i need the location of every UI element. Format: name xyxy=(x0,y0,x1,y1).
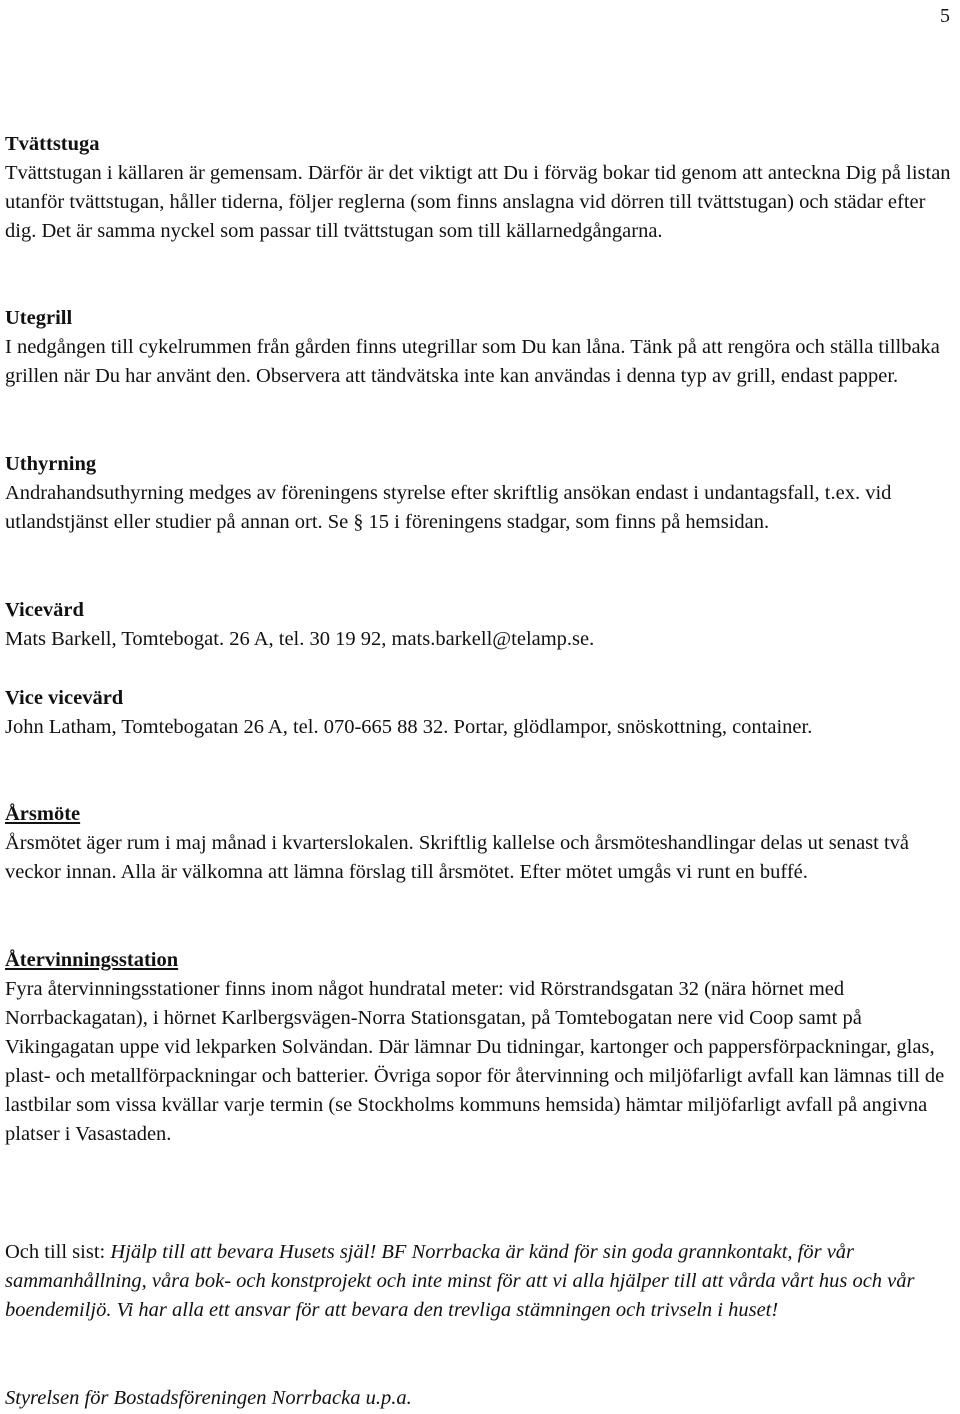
heading-vice-vicevard: Vice vicevärd xyxy=(5,687,124,709)
closing-italic-text: Hjälp till att bevara Husets själ! BF Norrbacka är känd för sin goda grannkontakt, för vår sammanhållning, våra bok- och konstprojekt och inte minst för att vi alla hjälper till att vårda vårt hus och vår boendemiljö. Vi har alla ett ansvar för att bevara den trevliga stämningen och trivseln i huset! xyxy=(5,1241,915,1321)
body-atervinning: Fyra återvinningsstationer finns inom något hundratal meter: vid Rörstrandsgatan 32 (nära hörnet med Norrbackagatan), i hörnet Karlbergsvägen-Norra Stationsgatan, på Tomtebogatan nere vid Coop samt på Vikingagatan uppe vid lekparken Solvändan. Där lämnar Du tidningar, kartonger och pappersförpackningar, glas, plast- och metallförpackningar och batterier. Övriga sopor för återvinning och miljöfarligt avfall kan lämnas till de lastbilar som vissa kvällar varje termin (se Stockholms kommuns hemsida) hämtar miljöfarligt avfall på angivna platser i Vasastaden. xyxy=(5,978,945,1145)
heading-uthyrning: Uthyrning xyxy=(5,453,97,475)
body-vicevard: Mats Barkell, Tomtebogat. 26 A, tel. 30 19 92, mats.barkell@telamp.se. xyxy=(5,628,595,650)
closing-lead: Och till sist: xyxy=(5,1241,111,1263)
heading-arsmote: Årsmöte xyxy=(5,803,81,825)
closing-paragraph xyxy=(5,1238,957,1325)
page-number: 5 xyxy=(940,5,950,27)
section-vice-vicevard xyxy=(5,684,957,742)
body-utegrill: I nedgången till cykelrummen från gården finns utegrillar som Du kan låna. Tänk på att rengöra och ställa tillbaka grillen när Du har använt den. Observera att tändvätska inte kan användas i denna typ av grill, endast papper. xyxy=(5,336,940,387)
heading-tvattstuga: Tvättstuga xyxy=(5,133,100,155)
section-tvattstuga xyxy=(5,130,957,246)
body-vice-vicevard: John Latham, Tomtebogatan 26 A, tel. 070-665 88 32. Portar, glödlampor, snöskottning, container. xyxy=(5,716,813,738)
section-atervinning xyxy=(5,946,957,1149)
section-vicevard xyxy=(5,596,957,654)
section-sign: § xyxy=(353,511,364,533)
section-utegrill xyxy=(5,304,957,391)
heading-utegrill: Utegrill xyxy=(5,307,73,329)
body-arsmote: Årsmötet äger rum i maj månad i kvarterslokalen. Skriftlig kallelse och årsmöteshandlingar delas ut senast två veckor innan. Alla är välkomna att lämna förslag till årsmötet. Efter mötet umgås vi runt en buffé. xyxy=(5,832,910,883)
body-uthyrning xyxy=(5,479,957,537)
signature: Styrelsen för Bostadsföreningen Norrbacka u.p.a. xyxy=(5,1387,412,1409)
body-uthyrning-part1: Andrahandsuthyrning medges av föreningens styrelse efter skriftlig ansökan endast i undantagsfall, t.ex. vid utlandstjänst eller studier på annan ort. Se xyxy=(5,482,892,533)
heading-atervinning: Återvinningsstation xyxy=(5,949,179,971)
body-tvattstuga: Tvättstugan i källaren är gemensam. Därför är det viktigt att Du i förväg bokar tid genom att anteckna Dig på listan utanför tvättstugan, håller tiderna, följer reglerna (som finns anslagna vid dörren till tvättstugan) och städar efter dig. Det är samma nyckel som passar till tvättstugan som till källarnedgångarna. xyxy=(5,162,951,242)
section-uthyrning xyxy=(5,450,957,537)
heading-vicevard: Vicevärd xyxy=(5,599,84,621)
section-arsmote xyxy=(5,800,957,887)
body-uthyrning-part2: 15 i föreningens stadgar, som finns på hemsidan. xyxy=(368,511,770,533)
